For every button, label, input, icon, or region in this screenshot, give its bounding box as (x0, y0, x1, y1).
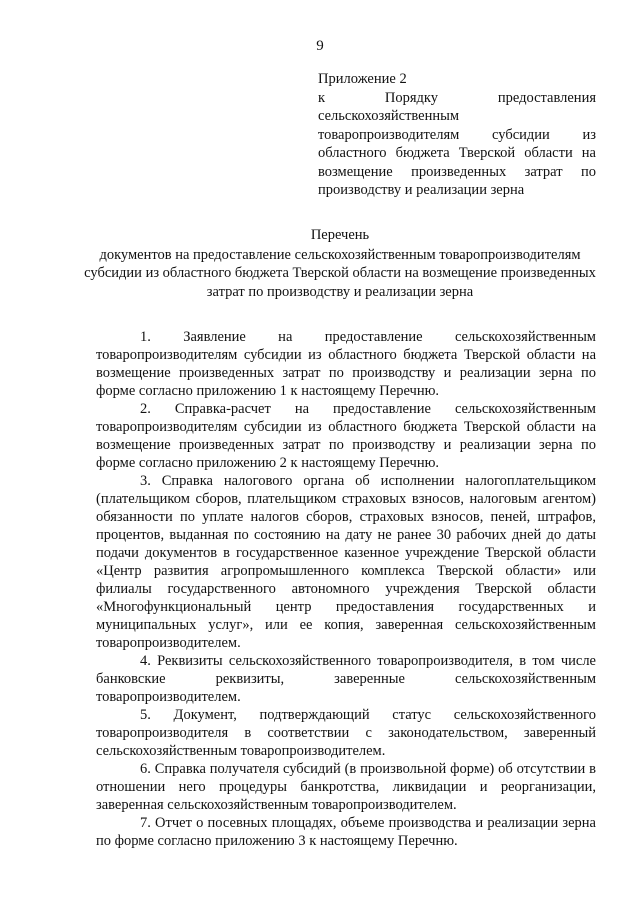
appendix-reference (318, 70, 596, 200)
list-item: 2. Справка-расчет на предоставление сельскохозяйственным товаропроизводителям субсидии из областного бюджета Тверской области на возмещение произведенных затрат по производству и реализации зерна по форме согласно приложению 2 к настоящему Перечню. (96, 401, 596, 471)
list-item: 3. Справка налогового органа об исполнении налогоплательщиком (плательщиком сборов, плательщиком страховых взносов, налоговым агентом) обязанности по уплате налогов сборов, страховых взносов, пеней, штрафов, процентов, выданная по состоянию на дату не ранее 30 рабочих дней до даты подачи документов в государственное казенное учреждение Тверской области «Центр развития агропромышленного комплекса Тверской области» или филиалы государственного автономного учреждения Тверской области «Многофункциональный центр предоставления государственных и муниципальных услуг», или ее копия, заверенная сельскохозяйственным товаропроизводителем. (96, 473, 596, 651)
list-item: 6. Справка получателя субсидий (в произвольной форме) об отсутствии в отношении него процедуры банкротства, ликвидации и реорганизации, заверенная сельскохозяйственным товаропроизводителем. (96, 761, 596, 813)
documents-list (96, 328, 596, 850)
document-title (80, 226, 600, 301)
title-heading: Перечень (310, 227, 370, 243)
list-item: 4. Реквизиты сельскохозяйственного товаропроизводителя, в том числе банковские реквизиты, заверенные сельскохозяйственным товаропроизводителем. (96, 653, 596, 705)
appendix-line: производству и реализации зерна (318, 182, 525, 198)
appendix-line: областного бюджета Тверской области на (318, 145, 596, 161)
appendix-line: товаропроизводителям субсидии из (318, 126, 596, 143)
appendix-line: возмещение произведенных затрат по (318, 163, 596, 180)
list-item: 5. Документ, подтверждающий статус сельскохозяйственного товаропроизводителя в соответствии с законодательством, заверенный сельскохозяйственным товаропроизводителем. (96, 707, 596, 759)
page-number: 9 (316, 38, 324, 54)
list-item: 1. Заявление на предоставление сельскохозяйственным товаропроизводителям субсидии из областного бюджета Тверской области на возмещение произведенных затрат по производству и реализации зерна по форме согласно приложению 1 к настоящему Перечню. (96, 329, 596, 399)
appendix-line: к Порядку предоставления (318, 89, 596, 106)
appendix-line: сельскохозяйственным (318, 108, 460, 124)
appendix-line: Приложение 2 (318, 71, 407, 87)
list-item: 7. Отчет о посевных площадях, объеме производства и реализации зерна по форме согласно приложению 3 к настоящему Перечню. (96, 815, 596, 849)
title-subtitle: документов на предоставление сельскохозяйственным товаропроизводителям субсидии из областного бюджета Тверской области на возмещение произведенных затрат по производству и реализации зерна (84, 246, 596, 300)
